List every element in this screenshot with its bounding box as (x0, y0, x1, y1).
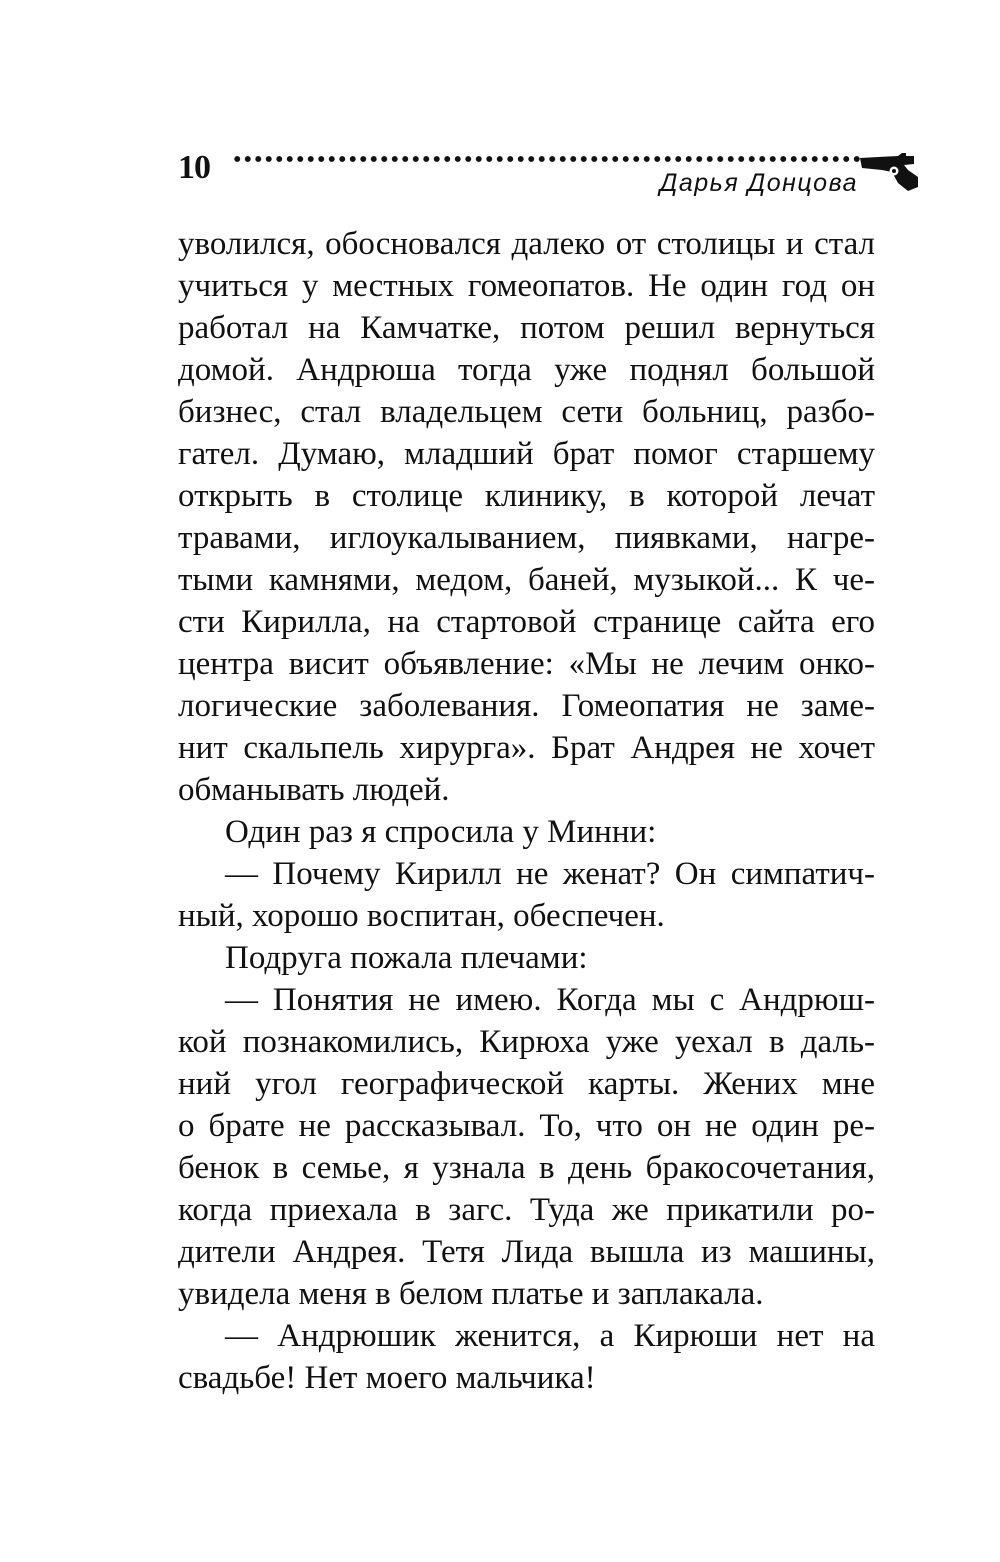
text-line: работал на Камчатке, потом решил вернуться (178, 310, 875, 346)
text-line: — Андрюшик женится, а Кирюши нет на (225, 1318, 875, 1354)
text-line: свадьбе! Нет моего мальчика! (178, 1360, 596, 1396)
text-line: бизнес, стал владельцем сети больниц, разбо- (178, 394, 875, 430)
text-line: ный, хорошо воспитан, обеспечен. (178, 898, 665, 934)
text-line: травами, иглоукалыванием, пиявками, нагре- (178, 520, 875, 556)
body-text (178, 223, 875, 1399)
text-line: о брате не рассказывал. То, что он не один ре- (178, 1108, 875, 1144)
text-line: кой познакомились, Кирюха уже уехал в даль- (178, 1024, 875, 1060)
text-line: дители Андрея. Тетя Лида вышла из машины, (178, 1234, 875, 1270)
text-line: бенок в семье, я узнала в день бракосочетания, (178, 1150, 875, 1186)
text-line: увидела меня в белом платье и заплакала. (178, 1276, 764, 1312)
text-line: домой. Андрюша тогда уже поднял большой (178, 352, 875, 388)
text-line: Один раз я спросила у Минни: (225, 814, 657, 850)
text-line: логические заболевания. Гомеопатия не заме- (178, 688, 875, 724)
text-line: обманывать людей. (178, 772, 450, 808)
text-line: уволился, обосновался далеко от столицы и стал (178, 226, 875, 262)
revolver-icon (858, 150, 920, 192)
text-line: сти Кирилла, на стартовой странице сайта его (178, 604, 875, 640)
running-head-author: Дарья Донцова (659, 169, 858, 197)
text-line: нит скальпель хирурга». Брат Андрея не хочет (178, 730, 875, 766)
dot-leader (232, 155, 860, 163)
text-line: центра висит объявление: «Мы не лечим онко- (178, 646, 875, 682)
text-line: тыми камнями, медом, баней, музыкой... К че- (178, 562, 875, 598)
text-line: гател. Думаю, младший брат помог старшему (178, 436, 875, 472)
text-line: учиться у местных гомеопатов. Не один год он (178, 268, 875, 304)
text-line: — Почему Кирилл не женат? Он симпатич- (225, 856, 875, 892)
text-line: — Понятия не имею. Когда мы с Андрюш- (225, 982, 875, 1018)
text-line: открыть в столице клинику, в которой лечат (178, 478, 875, 514)
page-number: 10 (178, 149, 210, 186)
text-line: ний угол географической карты. Жених мне (178, 1066, 875, 1102)
text-line: когда приехала в загс. Туда же прикатили ро- (178, 1192, 875, 1228)
text-line: Подруга пожала плечами: (225, 940, 588, 976)
